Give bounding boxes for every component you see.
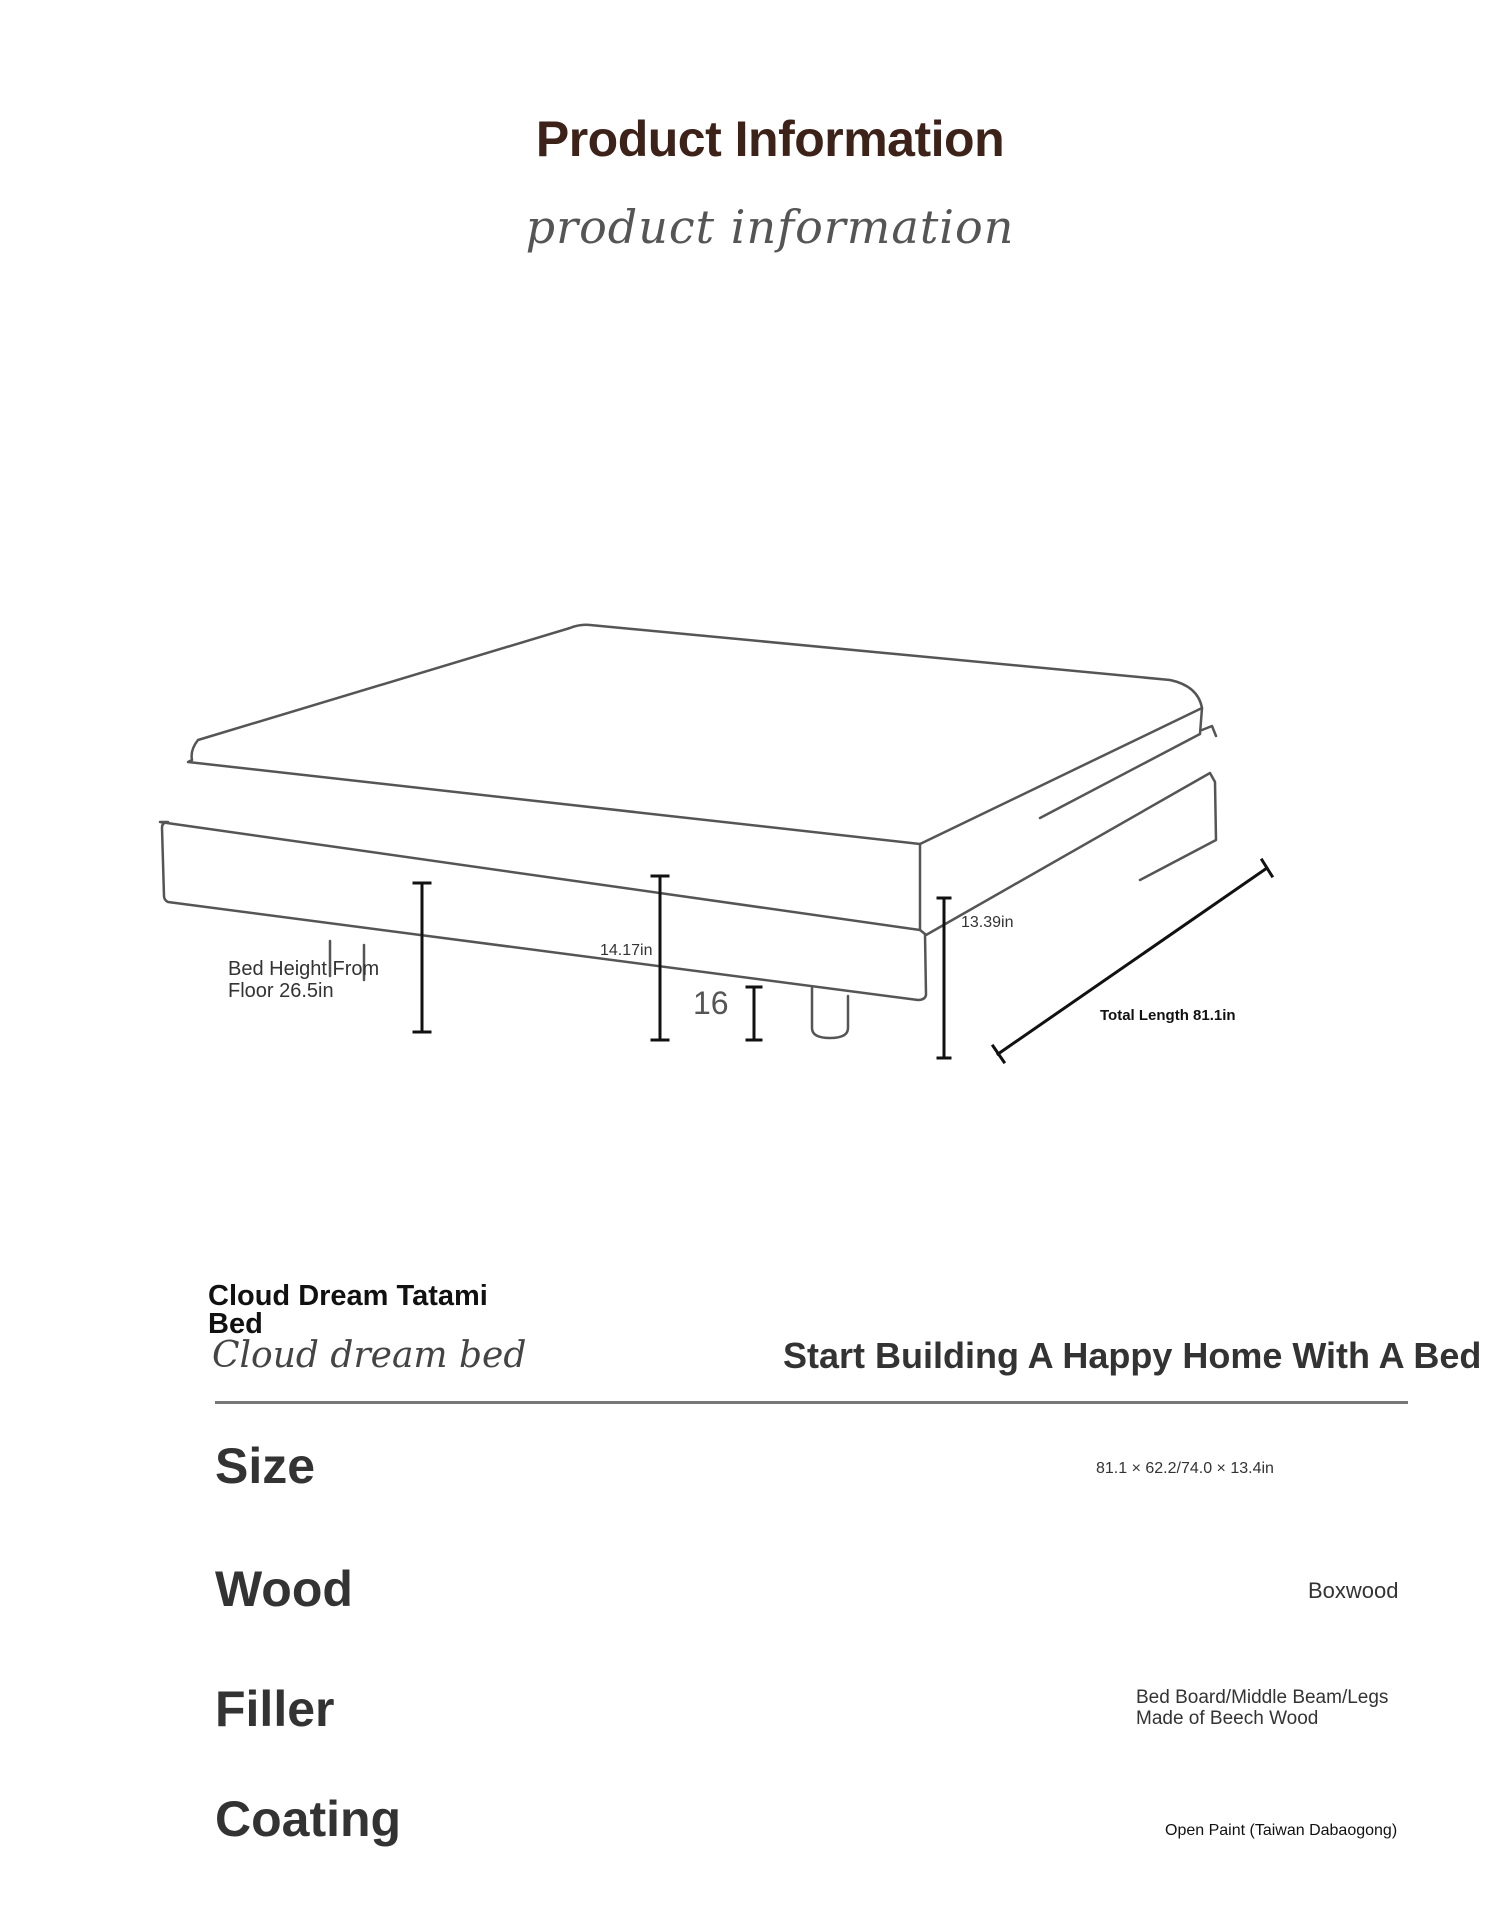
dim-line-floor (414, 883, 430, 1032)
mattress-side (920, 708, 1202, 930)
page-title: Product Information (535, 111, 1005, 167)
dim-line-length (993, 860, 1272, 1062)
dim-line-frame (652, 876, 668, 1040)
total-length-label: Total Length 81.1in (1100, 1007, 1236, 1024)
coating-value: Open Paint (Taiwan Dabaogong) (1165, 1822, 1398, 1839)
side-height-label: 13.39in (961, 914, 1014, 931)
size-label: Size (215, 1438, 316, 1494)
wood-value: Boxwood (1308, 1578, 1399, 1603)
dim-line-leg (747, 987, 761, 1040)
filler-value: Bed Board/Middle Beam/Legs Made of Beech Wood (1136, 1687, 1389, 1729)
filler-label: Filler (215, 1681, 335, 1737)
divider (215, 1401, 1408, 1404)
leg-right (812, 988, 848, 1038)
frame-side (926, 773, 1216, 935)
size-value: 81.1 × 62.2/74.0 × 13.4in (1096, 1460, 1274, 1477)
leg-height-label: 16 (693, 985, 729, 1021)
script-subtitle: product information (525, 200, 1015, 254)
mattress-top (188, 625, 1202, 844)
wood-label: Wood (215, 1561, 353, 1617)
frame-height-label: 14.17in (600, 942, 653, 959)
floor-height-label: Bed Height From Floor 26.5in (228, 958, 380, 1002)
product-script-name: Cloud dream bed (212, 1335, 527, 1376)
coating-label: Coating (215, 1791, 402, 1847)
tagline: Start Building A Happy Home With A Bed (783, 1335, 1482, 1376)
product-name: Cloud Dream Tatami Bed (208, 1280, 488, 1340)
